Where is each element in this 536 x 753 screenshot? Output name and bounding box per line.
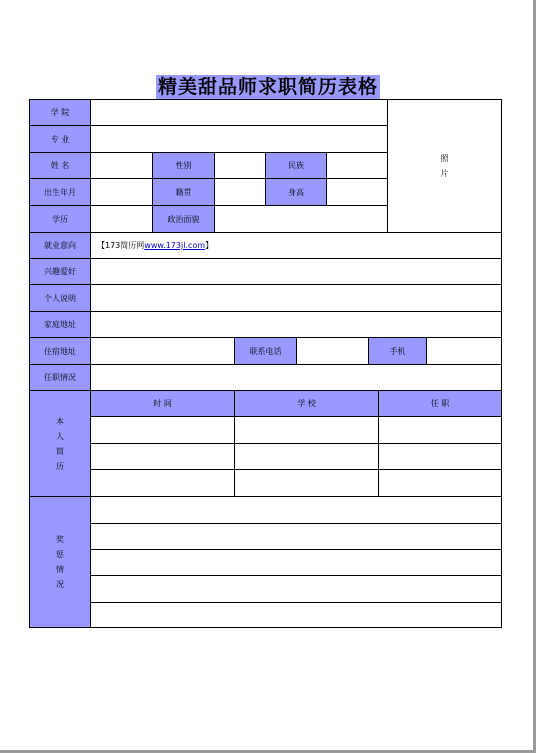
awards-row-2[interactable] <box>90 523 502 550</box>
label-gender: 性别 <box>152 152 215 179</box>
label-awards-char-2: 惩 <box>56 550 64 559</box>
job-intention-suffix: 】 <box>205 241 214 250</box>
field-home-address[interactable] <box>90 311 502 338</box>
resume-row-1-school[interactable] <box>234 416 379 444</box>
field-birth[interactable] <box>90 178 153 206</box>
awards-row-1[interactable] <box>90 496 502 524</box>
awards-row-4[interactable] <box>90 575 502 603</box>
label-resume <box>29 390 91 497</box>
label-awards-char-4: 况 <box>56 580 64 589</box>
label-residence: 住宿地址 <box>29 337 91 365</box>
label-self-description: 个人说明 <box>29 284 91 312</box>
label-ethnicity: 民族 <box>265 152 327 179</box>
resume-header-position: 任 职 <box>378 390 502 417</box>
resume-row-3-position[interactable] <box>378 469 502 497</box>
label-major: 专 业 <box>29 125 91 153</box>
field-college[interactable] <box>90 99 388 126</box>
resume-row-2-time[interactable] <box>90 443 235 470</box>
label-contact-phone: 联系电话 <box>234 337 297 365</box>
resume-form-table <box>29 99 502 628</box>
label-hobbies: 兴趣爱好 <box>29 258 91 285</box>
field-job-intention[interactable] <box>90 232 502 259</box>
label-birth: 出生年月 <box>29 178 91 206</box>
photo-label-2: 片 <box>440 169 449 178</box>
resume-row-1-time[interactable] <box>90 416 235 444</box>
resume-row-2-school[interactable] <box>234 443 379 470</box>
label-height: 身高 <box>265 178 327 206</box>
label-awards <box>29 496 91 628</box>
label-home-address: 家庭地址 <box>29 311 91 338</box>
field-native-place[interactable] <box>214 178 266 206</box>
awards-row-3[interactable] <box>90 549 502 576</box>
photo-label-1: 照 <box>440 154 449 163</box>
field-residence[interactable] <box>90 337 235 365</box>
field-mobile[interactable] <box>426 337 502 365</box>
awards-row-5[interactable] <box>90 602 502 628</box>
label-education: 学历 <box>29 205 91 233</box>
label-resume-char-4: 历 <box>56 461 64 471</box>
resume-header-time: 时 间 <box>90 390 235 417</box>
field-ethnicity[interactable] <box>326 152 388 179</box>
job-intention-prefix: 【173简历网 <box>97 241 145 250</box>
field-contact-phone[interactable] <box>296 337 369 365</box>
field-major[interactable] <box>90 125 388 153</box>
field-political-status[interactable] <box>214 205 388 233</box>
label-position-held: 任职情况 <box>29 364 91 391</box>
field-height[interactable] <box>326 178 388 206</box>
photo-box[interactable] <box>387 99 502 233</box>
label-name: 姓 名 <box>29 152 91 179</box>
resume-row-1-position[interactable] <box>378 416 502 444</box>
label-resume-char-2: 人 <box>56 431 64 441</box>
label-job-intention: 就业意向 <box>29 232 91 259</box>
label-resume-char-1: 本 <box>56 416 64 426</box>
label-awards-char-1: 奖 <box>56 535 64 544</box>
field-self-description[interactable] <box>90 284 502 312</box>
field-gender[interactable] <box>214 152 266 179</box>
resume-header-school: 学 校 <box>234 390 379 417</box>
label-college: 学 院 <box>29 99 91 126</box>
label-political-status: 政治面貌 <box>152 205 215 233</box>
field-education[interactable] <box>90 205 153 233</box>
resume-row-2-position[interactable] <box>378 443 502 470</box>
label-native-place: 籍贯 <box>152 178 215 206</box>
page-title: 精美甜品师求职简历表格 <box>157 76 378 98</box>
resume-row-3-time[interactable] <box>90 469 235 497</box>
label-awards-char-3: 情 <box>56 565 64 574</box>
site-link[interactable]: www.173jl.com <box>144 241 206 250</box>
field-name[interactable] <box>90 152 153 179</box>
label-mobile: 手机 <box>368 337 427 365</box>
resume-row-3-school[interactable] <box>234 469 379 497</box>
field-position-held[interactable] <box>90 364 502 391</box>
title-row <box>0 75 536 99</box>
label-resume-char-3: 简 <box>56 446 64 456</box>
field-hobbies[interactable] <box>90 258 502 285</box>
